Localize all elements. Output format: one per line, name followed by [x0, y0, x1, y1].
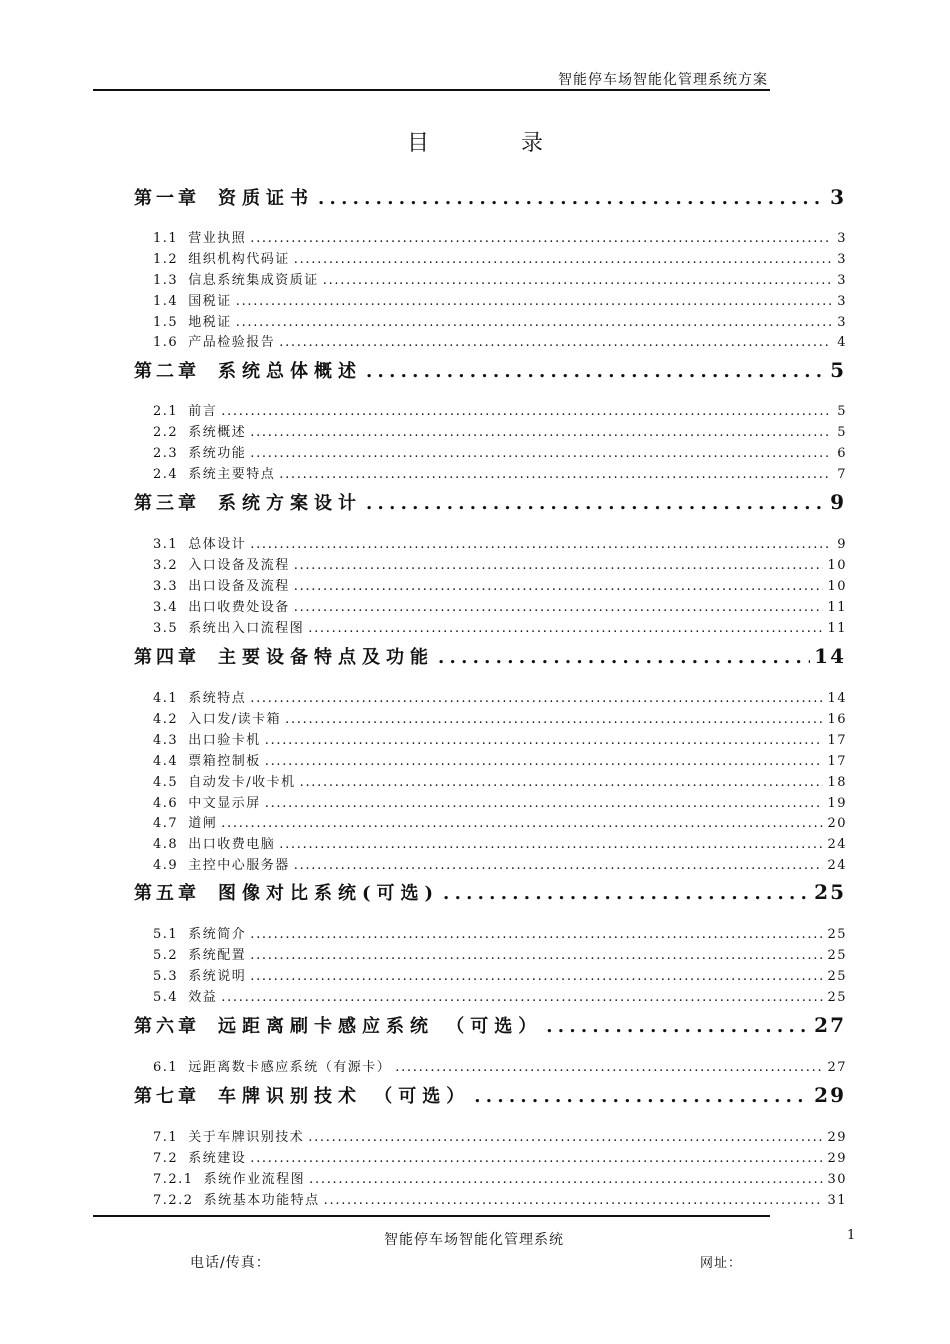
- toc-entry-number: 第五章: [134, 883, 200, 904]
- dot-leader: [294, 579, 824, 594]
- toc-entry-number: 7.2.2: [153, 1193, 194, 1208]
- toc-entry-title: 信息系统集成资质证: [188, 273, 319, 288]
- dot-leader: [250, 425, 831, 440]
- dot-leader: [308, 621, 823, 636]
- toc-entry-title: 入口设备及流程: [188, 558, 290, 573]
- toc-entry-number: 6.1: [153, 1060, 179, 1075]
- dot-leader: [309, 1172, 823, 1187]
- toc-entry-number: 第四章: [134, 647, 200, 668]
- toc-entry-number: 第六章: [134, 1016, 200, 1037]
- toc-entry-number: 3.2: [153, 558, 179, 573]
- toc-entry-page: 17: [827, 733, 847, 748]
- toc-entry-number: 第三章: [134, 493, 200, 514]
- toc-entry-title: 系统说明: [188, 969, 247, 984]
- toc-entry-page: 11: [827, 600, 847, 615]
- page-number: 1: [847, 1228, 856, 1243]
- dot-leader: [285, 712, 823, 727]
- toc-entry-number: 4.8: [153, 837, 179, 852]
- toc-entry-page: 25: [827, 969, 847, 984]
- toc-entry-number: 1.5: [153, 315, 179, 330]
- toc-entry-page: 3: [837, 315, 847, 330]
- phone-fax-label: 电话/传真：: [190, 1255, 271, 1271]
- toc-entry-page: 31: [827, 1193, 847, 1208]
- toc-entry-title: 图像对比系统(可选): [218, 883, 440, 904]
- toc-entry-title: 系统主要特点: [188, 467, 276, 482]
- dot-leader: [279, 467, 831, 482]
- toc-entry-number: 1.6: [153, 335, 179, 350]
- toc-entry-page: 5: [837, 404, 847, 419]
- toc-entry-page: 9: [830, 490, 846, 514]
- toc-chapter-entry[interactable]: [134, 489, 846, 515]
- toc-entry-number: 2.4: [153, 467, 179, 482]
- toc-section-entry[interactable]: [153, 442, 847, 461]
- dot-leader: [250, 927, 823, 942]
- toc-entry-title: 总体设计: [188, 537, 247, 552]
- dot-leader: [250, 231, 831, 246]
- toc-section-entry[interactable]: [153, 1168, 847, 1187]
- dot-leader: [294, 858, 824, 873]
- dot-leader: [323, 273, 831, 288]
- dot-leader: [438, 647, 810, 668]
- toc-entry-title: 系统建设: [188, 1151, 247, 1166]
- toc-section-entry[interactable]: [153, 833, 847, 852]
- toc-section-entry[interactable]: [153, 596, 847, 615]
- dot-leader: [265, 754, 824, 769]
- toc-entry-number: 4.3: [153, 733, 179, 748]
- toc-section-entry[interactable]: [153, 771, 847, 790]
- toc-chapter-entry[interactable]: [134, 357, 846, 383]
- toc-section-entry[interactable]: [153, 944, 847, 963]
- dot-leader: [279, 837, 823, 852]
- dot-leader: [221, 404, 831, 419]
- dot-leader: [546, 1016, 810, 1037]
- toc-entry-number: 第二章: [134, 361, 200, 382]
- toc-entry-number: 7.1: [153, 1130, 179, 1145]
- toc-section-entry[interactable]: [153, 687, 847, 706]
- toc-section-entry[interactable]: [153, 1189, 847, 1208]
- toc-entry-title: 系统总体概述: [218, 361, 362, 382]
- toc-entry-page: 25: [827, 948, 847, 963]
- toc-entry-title: 自动发卡/收卡机: [188, 775, 296, 790]
- toc-section-entry[interactable]: [153, 575, 847, 594]
- toc-entry-page: 3: [837, 231, 847, 246]
- dot-leader: [395, 1060, 823, 1075]
- toc-entry-page: 4: [837, 335, 847, 350]
- toc-entry-number: 第一章: [134, 188, 200, 209]
- toc-entry-number: 4.4: [153, 754, 179, 769]
- dot-leader: [250, 691, 823, 706]
- toc-entry-title: 地税证: [188, 315, 232, 330]
- dot-leader: [236, 315, 831, 330]
- toc-entry-title: 远距离刷卡感应系统 （可选）: [218, 1016, 543, 1037]
- toc-entry-page: 17: [827, 754, 847, 769]
- toc-entry-page: 30: [827, 1172, 847, 1187]
- dot-leader: [294, 558, 824, 573]
- toc-entry-page: 9: [837, 537, 847, 552]
- toc-entry-title: 系统简介: [188, 927, 247, 942]
- toc-entry-number: 4.2: [153, 712, 179, 727]
- toc-entry-page: 18: [827, 775, 847, 790]
- dot-leader: [250, 537, 831, 552]
- toc-section-entry[interactable]: [153, 708, 847, 727]
- toc-entry-page: 3: [837, 273, 847, 288]
- toc-entry-page: 14: [814, 644, 846, 668]
- toc-section-entry[interactable]: [153, 750, 847, 769]
- website-label: 网址：: [700, 1256, 743, 1271]
- toc-entry-number: 4.5: [153, 775, 179, 790]
- toc-entry-page: 24: [827, 858, 847, 873]
- toc-chapter-entry[interactable]: [134, 643, 846, 669]
- dot-leader: [318, 188, 826, 209]
- toc-entry-number: 1.2: [153, 252, 179, 267]
- dot-leader: [294, 600, 824, 615]
- toc-entry-title: 效益: [188, 990, 218, 1005]
- toc-entry-number: 4.7: [153, 816, 179, 831]
- toc-entry-title: 资质证书: [218, 188, 314, 209]
- toc-entry-number: 2.1: [153, 404, 179, 419]
- toc-entry-title: 系统方案设计: [218, 493, 362, 514]
- toc-entry-number: 1.4: [153, 294, 179, 309]
- toc-entry-number: 4.1: [153, 691, 179, 706]
- toc-entry-title: 中文显示屏: [188, 796, 261, 811]
- toc-entry-title: 产品检验报告: [188, 335, 276, 350]
- toc-section-entry[interactable]: [153, 986, 847, 1005]
- toc-entry-page: 16: [827, 712, 847, 727]
- dot-leader: [250, 446, 831, 461]
- toc-entry-page: 5: [837, 425, 847, 440]
- toc-entry-page: 10: [827, 579, 847, 594]
- dot-leader: [236, 294, 831, 309]
- toc-entry-title: 远距离数卡感应系统（有源卡）: [188, 1060, 392, 1075]
- dot-leader: [294, 252, 831, 267]
- toc-entry-title: 主控中心服务器: [188, 858, 290, 873]
- toc-entry-number: 1.3: [153, 273, 179, 288]
- toc-entry-page: 14: [827, 691, 847, 706]
- running-header: 智能停车场智能化管理系统方案: [558, 72, 768, 88]
- toc-entry-title: 系统作业流程图: [203, 1172, 306, 1187]
- toc-section-entry[interactable]: [153, 1147, 847, 1166]
- toc-title: 目录: [406, 131, 635, 156]
- toc-entry-number: 3.3: [153, 579, 179, 594]
- toc-entry-title: 出口收费电脑: [188, 837, 276, 852]
- toc-entry-page: 3: [837, 294, 847, 309]
- toc-entry-page: 6: [837, 446, 847, 461]
- toc-entry-page: 27: [827, 1060, 847, 1075]
- toc-entry-number: 2.3: [153, 446, 179, 461]
- toc-section-entry[interactable]: [153, 965, 847, 984]
- dot-leader: [265, 733, 824, 748]
- toc-entry-page: 19: [827, 796, 847, 811]
- toc-section-entry[interactable]: [153, 617, 847, 636]
- toc-entry-title: 出口验卡机: [188, 733, 261, 748]
- toc-entry-number: 5.3: [153, 969, 179, 984]
- toc-section-entry[interactable]: [153, 227, 847, 246]
- toc-section-entry[interactable]: [153, 1126, 847, 1145]
- toc-entry-title: 入口发/读卡箱: [188, 712, 282, 727]
- toc-section-entry[interactable]: [153, 729, 847, 748]
- toc-entry-page: 3: [837, 252, 847, 267]
- toc-entry-title: 系统配置: [188, 948, 247, 963]
- toc-entry-page: 29: [827, 1130, 847, 1145]
- toc-entry-number: 4.6: [153, 796, 179, 811]
- toc-entry-title: 票箱控制板: [188, 754, 261, 769]
- dot-leader: [265, 796, 824, 811]
- toc-entry-title: 车牌识别技术 （可选）: [218, 1086, 471, 1107]
- toc-entry-title: 组织机构代码证: [188, 252, 290, 267]
- toc-section-entry[interactable]: [153, 463, 847, 482]
- toc-entry-number: 1.1: [153, 231, 179, 246]
- toc-section-entry[interactable]: [153, 1056, 847, 1075]
- toc-chapter-entry[interactable]: [134, 184, 846, 210]
- footer-title: 智能停车场智能化管理系统: [384, 1232, 564, 1248]
- toc-section-entry[interactable]: [153, 269, 847, 288]
- dot-leader: [250, 1151, 823, 1166]
- footer-rule: [93, 1215, 770, 1217]
- toc-entry-page: 25: [827, 990, 847, 1005]
- toc-entry-number: 5.4: [153, 990, 179, 1005]
- toc-section-entry[interactable]: [153, 311, 847, 330]
- dot-leader: [300, 775, 824, 790]
- toc-entry-number: 5.2: [153, 948, 179, 963]
- toc-entry-number: 3.5: [153, 621, 179, 636]
- toc-entry-page: 25: [814, 880, 846, 904]
- dot-leader: [474, 1086, 810, 1107]
- toc-entry-page: 5: [830, 358, 846, 382]
- toc-entry-page: 7: [837, 467, 847, 482]
- toc-entry-title: 主要设备特点及功能: [218, 647, 434, 668]
- dot-leader: [308, 1130, 823, 1145]
- dot-leader: [366, 361, 826, 382]
- toc-section-entry[interactable]: [153, 290, 847, 309]
- toc-section-entry[interactable]: [153, 554, 847, 573]
- toc-entry-number: 7.2: [153, 1151, 179, 1166]
- toc-entry-title: 出口收费处设备: [188, 600, 290, 615]
- toc-entry-title: 关于车牌识别技术: [188, 1130, 305, 1145]
- toc-section-entry[interactable]: [153, 421, 847, 440]
- toc-entry-page: 10: [827, 558, 847, 573]
- toc-entry-number: 3.1: [153, 537, 179, 552]
- toc-section-entry[interactable]: [153, 533, 847, 552]
- toc-entry-title: 系统概述: [188, 425, 247, 440]
- toc-entry-number: 4.9: [153, 858, 179, 873]
- toc-entry-title: 系统特点: [188, 691, 247, 706]
- toc-entry-number: 3.4: [153, 600, 179, 615]
- toc-entry-page: 24: [827, 837, 847, 852]
- toc-section-entry[interactable]: [153, 248, 847, 267]
- dot-leader: [324, 1193, 824, 1208]
- toc-chapter-entry[interactable]: [134, 1012, 846, 1038]
- toc-section-entry[interactable]: [153, 331, 847, 350]
- toc-section-entry[interactable]: [153, 792, 847, 811]
- dot-leader: [443, 883, 810, 904]
- toc-entry-page: 27: [814, 1013, 846, 1037]
- toc-section-entry[interactable]: [153, 400, 847, 419]
- toc-entry-title: 国税证: [188, 294, 232, 309]
- toc-entry-title: 出口设备及流程: [188, 579, 290, 594]
- toc-section-entry[interactable]: [153, 854, 847, 873]
- toc-entry-page: 29: [814, 1083, 846, 1107]
- toc-section-entry[interactable]: [153, 812, 847, 831]
- toc-section-entry[interactable]: [153, 923, 847, 942]
- toc-entry-title: 系统功能: [188, 446, 247, 461]
- toc-entry-number: 2.2: [153, 425, 179, 440]
- dot-leader: [366, 493, 826, 514]
- toc-entry-title: 前言: [188, 404, 218, 419]
- toc-entry-title: 系统出入口流程图: [188, 621, 305, 636]
- toc-entry-page: 20: [827, 816, 847, 831]
- dot-leader: [250, 969, 823, 984]
- toc-entry-page: 25: [827, 927, 847, 942]
- dot-leader: [250, 948, 823, 963]
- toc-entry-page: 3: [830, 185, 846, 209]
- toc-chapter-entry[interactable]: [134, 879, 846, 905]
- toc-entry-page: 11: [827, 621, 847, 636]
- toc-chapter-entry[interactable]: [134, 1082, 846, 1108]
- header-rule: [93, 89, 770, 91]
- toc-entry-page: 29: [827, 1151, 847, 1166]
- toc-entry-number: 7.2.1: [153, 1172, 194, 1187]
- dot-leader: [279, 335, 831, 350]
- toc-entry-title: 营业执照: [188, 231, 247, 246]
- toc-entry-title: 系统基本功能特点: [203, 1193, 320, 1208]
- dot-leader: [221, 990, 823, 1005]
- toc-entry-title: 道闸: [188, 816, 218, 831]
- toc-entry-number: 第七章: [134, 1086, 200, 1107]
- toc-entry-number: 5.1: [153, 927, 179, 942]
- dot-leader: [221, 816, 823, 831]
